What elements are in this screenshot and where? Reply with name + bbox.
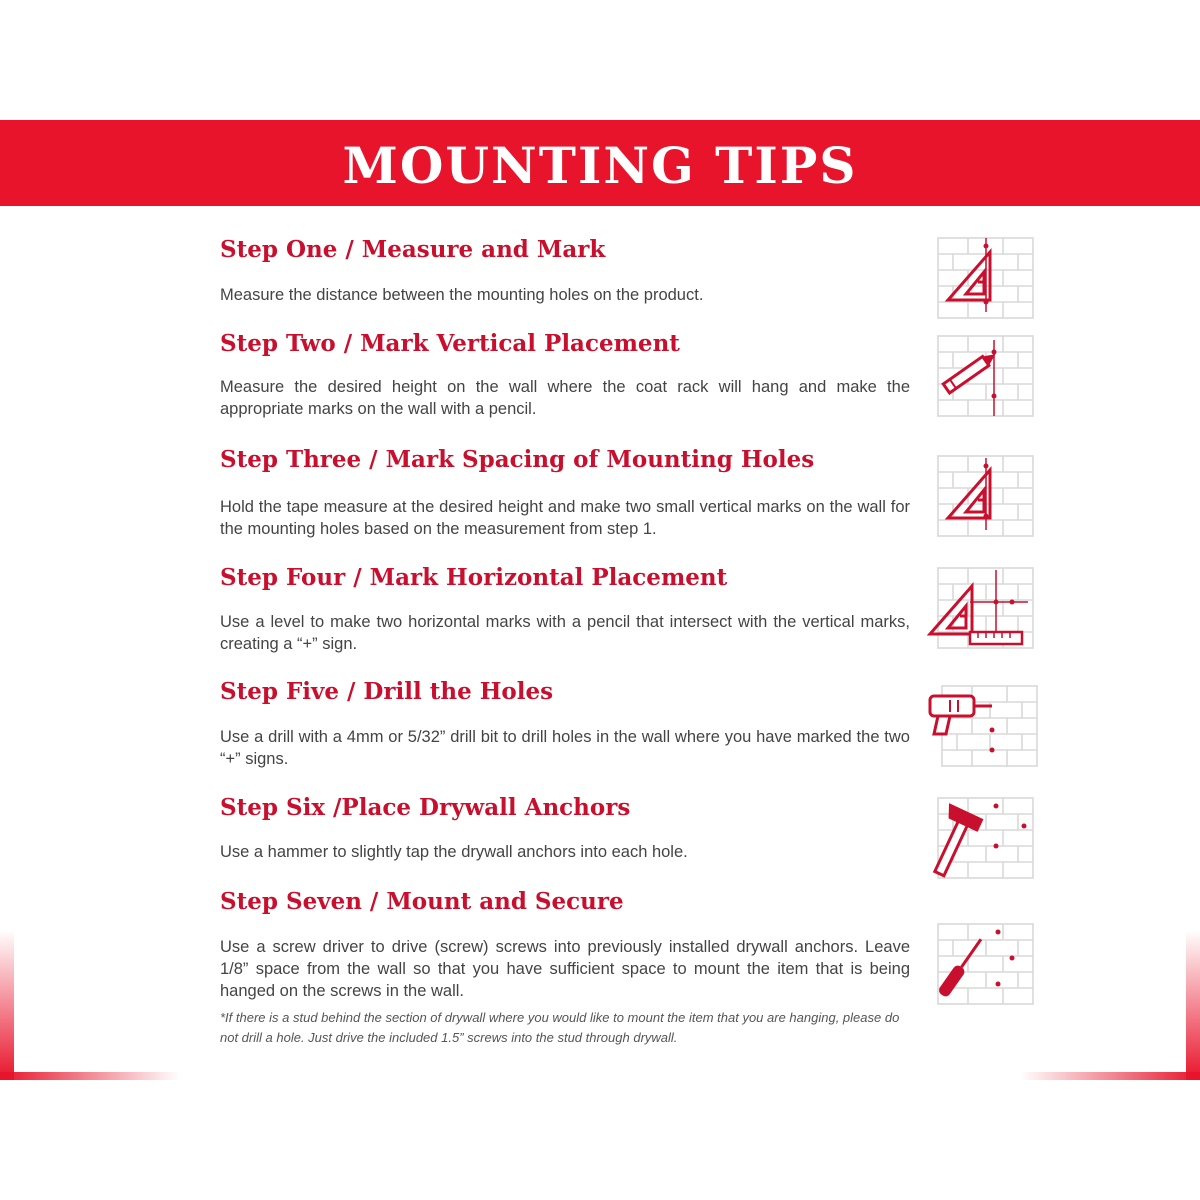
- step-3-text: Hold the tape measure at the desired height and make two small vertical marks on the wall for the mounting holes based on the measurement from step 1.: [220, 498, 910, 538]
- step-1-text: Measure the distance between the mounting holes on the product.: [220, 286, 704, 304]
- step-5-text: Use a drill with a 4mm or 5/32” drill bit to drill holes in the wall where you have marked the two “+” signs.: [220, 728, 910, 768]
- step-4-title: Step Four / Mark Horizontal Placement: [220, 564, 728, 591]
- step-2-text: Measure the desired height on the wall where the coat rack will hang and make the appropriate marks on the wall with a pencil.: [220, 378, 910, 418]
- triangle-square-icon: [928, 454, 1048, 544]
- bottom-right-accent: [1020, 1072, 1200, 1080]
- bottom-left-accent: [0, 1072, 180, 1080]
- stud-note: *If there is a stud behind the section of drywall where you would like to mount the item that you are hanging, please do not drill a hole. Just drive the included 1.5” screws into the stud through drywall.: [220, 1010, 900, 1045]
- right-accent-fade: [1186, 930, 1200, 1080]
- step-6-title: Step Six /Place Drywall Anchors: [220, 794, 631, 821]
- step-7-text: Use a screw driver to drive (screw) screws into previously installed drywall anchors. Leave 1/8” space from the wall so that you have sufficient space to mount the item that is being hanged on the screws in the wall.: [220, 938, 910, 1000]
- square-and-level-icon: [918, 566, 1048, 658]
- pencil-icon: [928, 334, 1048, 426]
- left-accent-fade: [0, 930, 14, 1080]
- step-6-text: Use a hammer to slightly tap the drywall anchors into each hole.: [220, 843, 688, 861]
- step-3-title: Step Three / Mark Spacing of Mounting Holes: [220, 446, 815, 473]
- title-banner: [0, 120, 1200, 206]
- hammer-icon: [928, 796, 1048, 884]
- step-1-title: Step One / Measure and Mark: [220, 236, 606, 263]
- page-title: MOUNTING TIPS: [342, 135, 858, 195]
- triangle-square-icon: [928, 236, 1048, 326]
- screwdriver-icon: [928, 922, 1048, 1012]
- drill-icon: [922, 684, 1048, 774]
- step-5-title: Step Five / Drill the Holes: [220, 678, 554, 705]
- step-4-text: Use a level to make two horizontal marks with a pencil that intersect with the vertical marks, creating a “+” sign.: [220, 613, 910, 653]
- step-7-title: Step Seven / Mount and Secure: [220, 888, 624, 915]
- step-2-title: Step Two / Mark Vertical Placement: [220, 330, 680, 357]
